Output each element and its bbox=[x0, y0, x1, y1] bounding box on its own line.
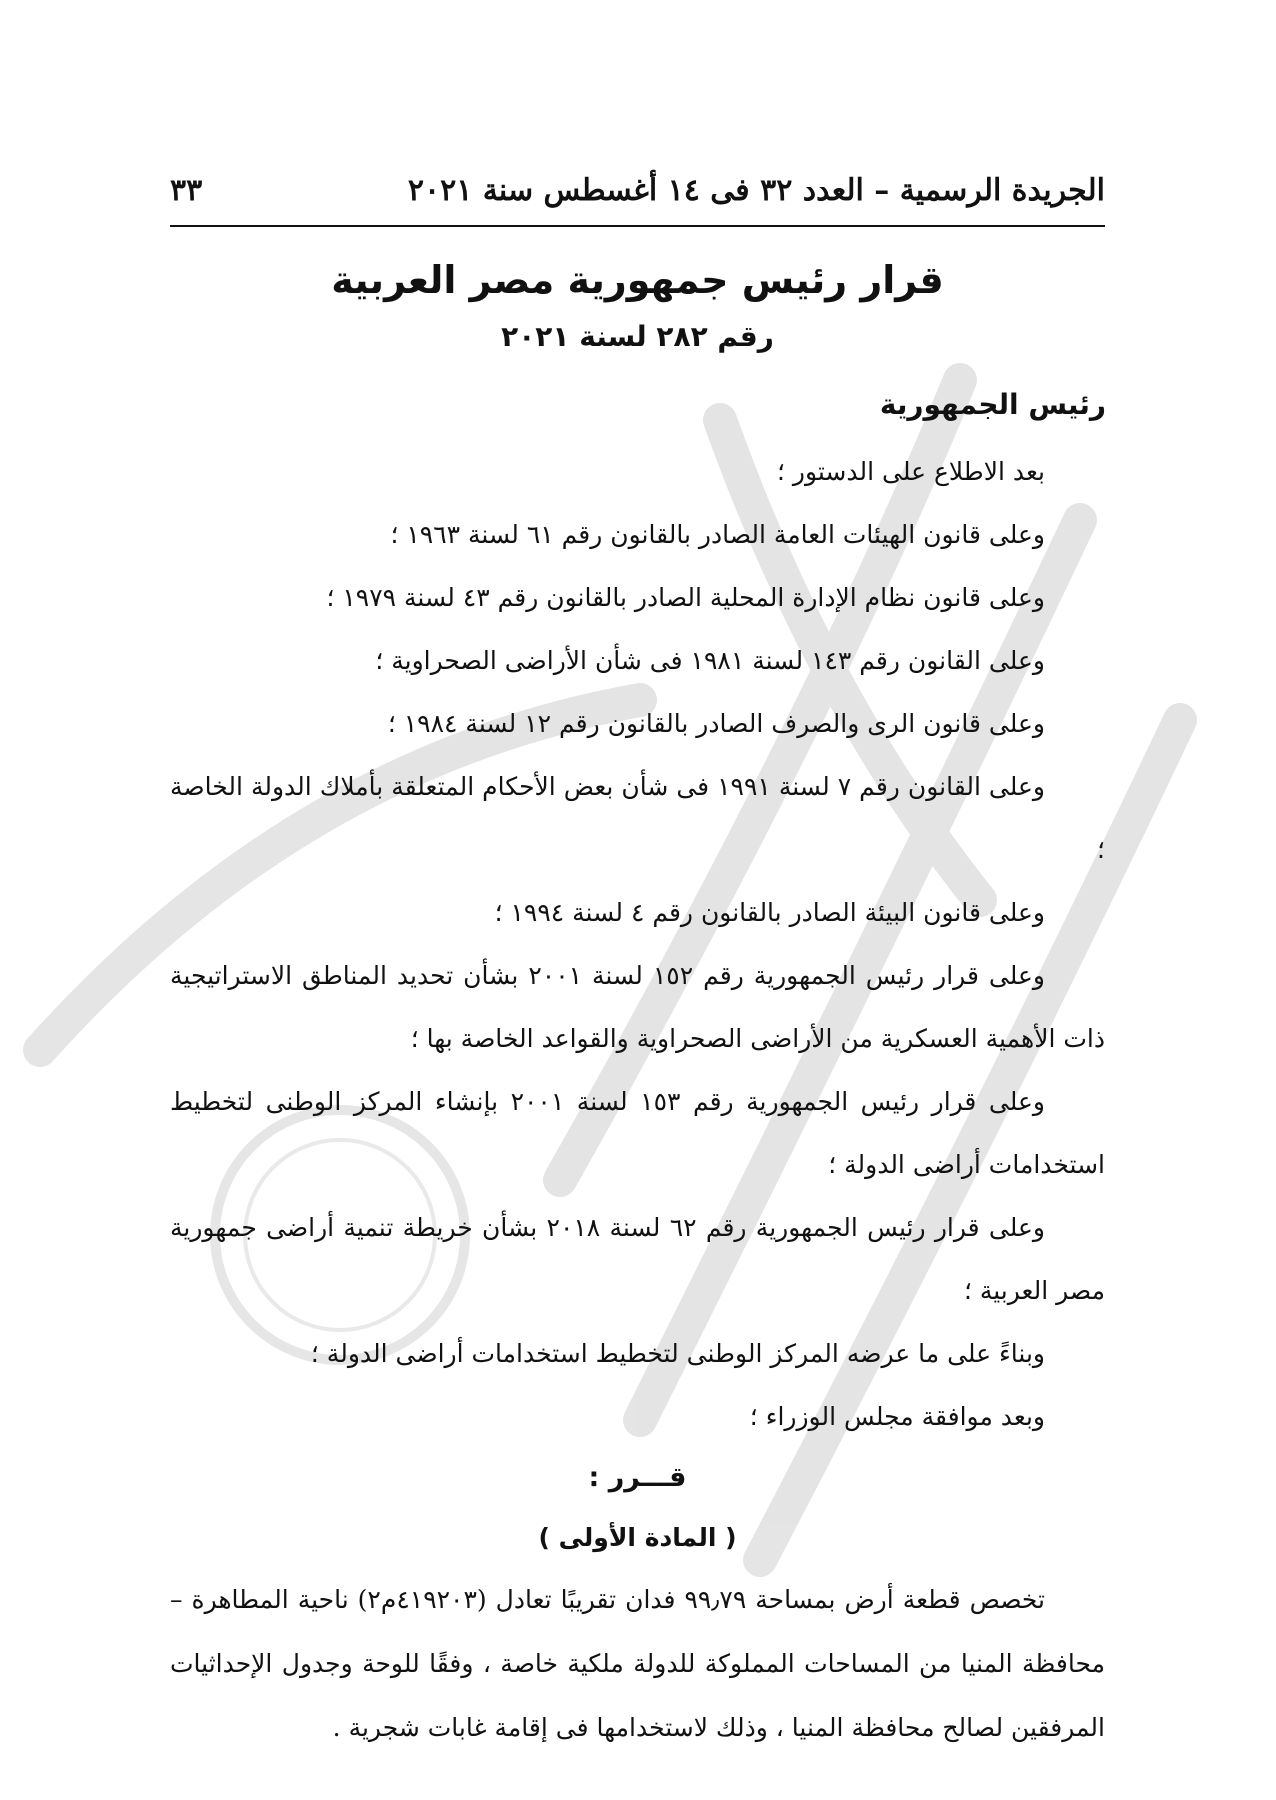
preamble-line: وعلى قانون الرى والصرف الصادر بالقانون رقم ١٢ لسنة ١٩٨٤ ؛ bbox=[387, 709, 1045, 738]
preamble-line: وعلى قرار رئيس الجمهورية رقم ٦٢ لسنة ٢٠١٨ بشأن خريطة تنمية أراضى جمهورية مصر العربية ؛ bbox=[170, 1213, 1105, 1305]
preamble-line: وعلى قانون نظام الإدارة المحلية الصادر بالقانون رقم ٤٣ لسنة ١٩٧٩ ؛ bbox=[326, 583, 1045, 612]
article-text: تخصص قطعة أرض بمساحة ٩٩٫٧٩ فدان تقريبًا تعادل (٤١٩٢٠٣م٢) ناحية المطاهرة – محافظة المنيا من المساحات المملوكة للدولة ملكية خاصة ، وفقًا للوحة وجدول الإحداثيات المرفقين لصالح محافظة المنيا ، وذلك لاستخدامها فى إقامة غابات شجرية . bbox=[170, 1585, 1105, 1742]
preamble-line: بعد الاطلاع على الدستور ؛ bbox=[776, 457, 1045, 486]
preamble-line: وعلى قرار رئيس الجمهورية رقم ١٥٣ لسنة ٢٠٠١ بإنشاء المركز الوطنى لتخطيط استخدامات أراضى الدولة ؛ bbox=[170, 1087, 1105, 1179]
preamble-line: وبناءً على ما عرضه المركز الوطنى لتخطيط استخدامات أراضى الدولة ؛ bbox=[310, 1339, 1045, 1368]
page-number: ٣٣ bbox=[170, 172, 203, 208]
president-heading: رئيس الجمهورية bbox=[879, 388, 1106, 421]
preamble-line: وعلى القانون رقم ٧ لسنة ١٩٩١ فى شأن بعض الأحكام المتعلقة بأملاك الدولة الخاصة ؛ bbox=[170, 772, 1105, 864]
article-title: ( المادة الأولى ) bbox=[538, 1523, 737, 1552]
decree-body bbox=[170, 440, 1105, 1760]
decree-title: قرار رئيس جمهورية مصر العربية bbox=[331, 258, 944, 302]
preamble-line: وعلى قانون الهيئات العامة الصادر بالقانون رقم ٦١ لسنة ١٩٦٣ ؛ bbox=[390, 520, 1045, 549]
preamble-line: وبعد موافقة مجلس الوزراء ؛ bbox=[749, 1402, 1045, 1431]
preamble-line: وعلى قرار رئيس الجمهورية رقم ١٥٢ لسنة ٢٠٠١ بشأن تحديد المناطق الاستراتيجية ذات الأهمية العسكرية من الأراضى الصحراوية والقواعد الخاصة بها ؛ bbox=[170, 961, 1105, 1053]
preamble-line: وعلى قانون البيئة الصادر بالقانون رقم ٤ لسنة ١٩٩٤ ؛ bbox=[494, 898, 1045, 927]
preamble-line: وعلى القانون رقم ١٤٣ لسنة ١٩٨١ فى شأن الأراضى الصحراوية ؛ bbox=[375, 646, 1045, 675]
decree-number: رقم ٢٨٢ لسنة ٢٠٢١ bbox=[501, 320, 774, 353]
page-header bbox=[170, 160, 1105, 220]
gazette-issue-line: الجريدة الرسمية – العدد ٣٢ فى ١٤ أغسطس سنة ٢٠٢١ bbox=[407, 172, 1105, 208]
header-divider bbox=[170, 225, 1105, 227]
decided-heading: قـــرر : bbox=[588, 1462, 687, 1493]
